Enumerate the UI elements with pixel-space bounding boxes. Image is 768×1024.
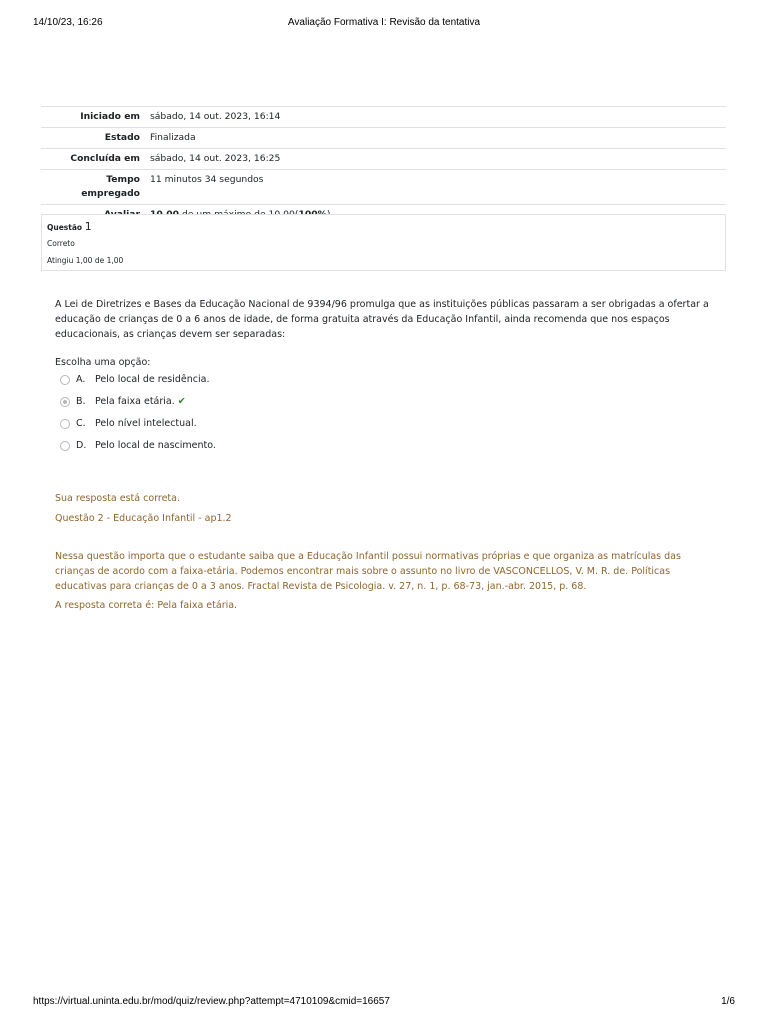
question-number-value: 1 (84, 220, 92, 233)
feedback-explanation: Nessa questão importa que o estudante saiba que a Educação Infantil possui normativas próprias e que organiza as matrículas das crianças de acordo com a faixa-etária. Podemos encontrar mais sobre o assunto no livro de VASCONCELLOS, V. M. R. de. Políticas educativas para crianças de 0 a 3 anos. Fractal Revista de Psicologia. v. 27, n. 1, p. 68-73, jan.-abr. 2015, p. 68. (55, 551, 681, 592)
question-label: Questão (47, 223, 83, 232)
question-info-box (41, 214, 726, 271)
question-text: A Lei de Diretrizes e Bases da Educação Nacional de 9394/96 promulga que as instituições públicas passaram a ser obrigadas a ofertar a educação de crianças de 0 a 6 anos de idade, de forma gratuita através da Educação Infantil, ainda recomenda que nos espaços educacionais, as crianças devem ser separadas: (55, 299, 709, 340)
radio-button[interactable] (60, 375, 70, 385)
summary-label: Concluída em (41, 149, 145, 170)
summary-value: sábado, 14 out. 2023, 16:14 (145, 107, 726, 128)
radio-button[interactable] (60, 419, 70, 429)
summary-row (41, 170, 726, 205)
correct-check-icon: ✔ (177, 396, 186, 407)
feedback-reference: Questão 2 - Educação Infantil - ap1.2 (55, 513, 232, 524)
option-letter: D. (76, 440, 87, 451)
print-url: https://virtual.uninta.edu.br/mod/quiz/review.php?attempt=4710109&cmid=16657 (33, 996, 390, 1007)
summary-row (41, 107, 726, 128)
question-grade: Atingiu 1,00 de 1,00 (47, 256, 124, 265)
option-text: Pelo local de nascimento. (95, 440, 216, 451)
option-text-wrap (95, 396, 186, 408)
feedback-result: Sua resposta está correta. (55, 493, 180, 504)
question-state: Correto (47, 239, 75, 248)
summary-row (41, 128, 726, 149)
option-letter: C. (76, 418, 86, 429)
summary-label: Tempo empregado (41, 170, 145, 205)
summary-value: sábado, 14 out. 2023, 16:25 (145, 149, 726, 170)
option-text: Pelo local de residência. (95, 374, 210, 385)
option-letter: B. (76, 396, 86, 407)
answer-prompt: Escolha uma opção: (55, 357, 151, 368)
correct-answer: A resposta correta é: Pela faixa etária. (55, 600, 238, 611)
page-number: 1/6 (721, 996, 735, 1007)
print-header (33, 17, 735, 31)
option-text: Pelo nível intelectual. (95, 418, 197, 429)
print-datetime: 14/10/23, 16:26 (33, 17, 103, 28)
radio-button[interactable] (60, 441, 70, 451)
print-footer (33, 996, 735, 1010)
summary-label: Iniciado em (41, 107, 145, 128)
summary-value: Finalizada (145, 128, 726, 149)
summary-value: 11 minutos 34 segundos (145, 170, 726, 205)
option-letter: A. (76, 374, 86, 385)
radio-button-selected[interactable] (60, 397, 70, 407)
attempt-summary-table (41, 106, 726, 226)
summary-row (41, 149, 726, 170)
print-title: Avaliação Formativa I: Revisão da tentativa (287, 17, 481, 28)
option-text: Pela faixa etária. (95, 396, 175, 407)
question-number (47, 220, 92, 233)
summary-label: Estado (41, 128, 145, 149)
